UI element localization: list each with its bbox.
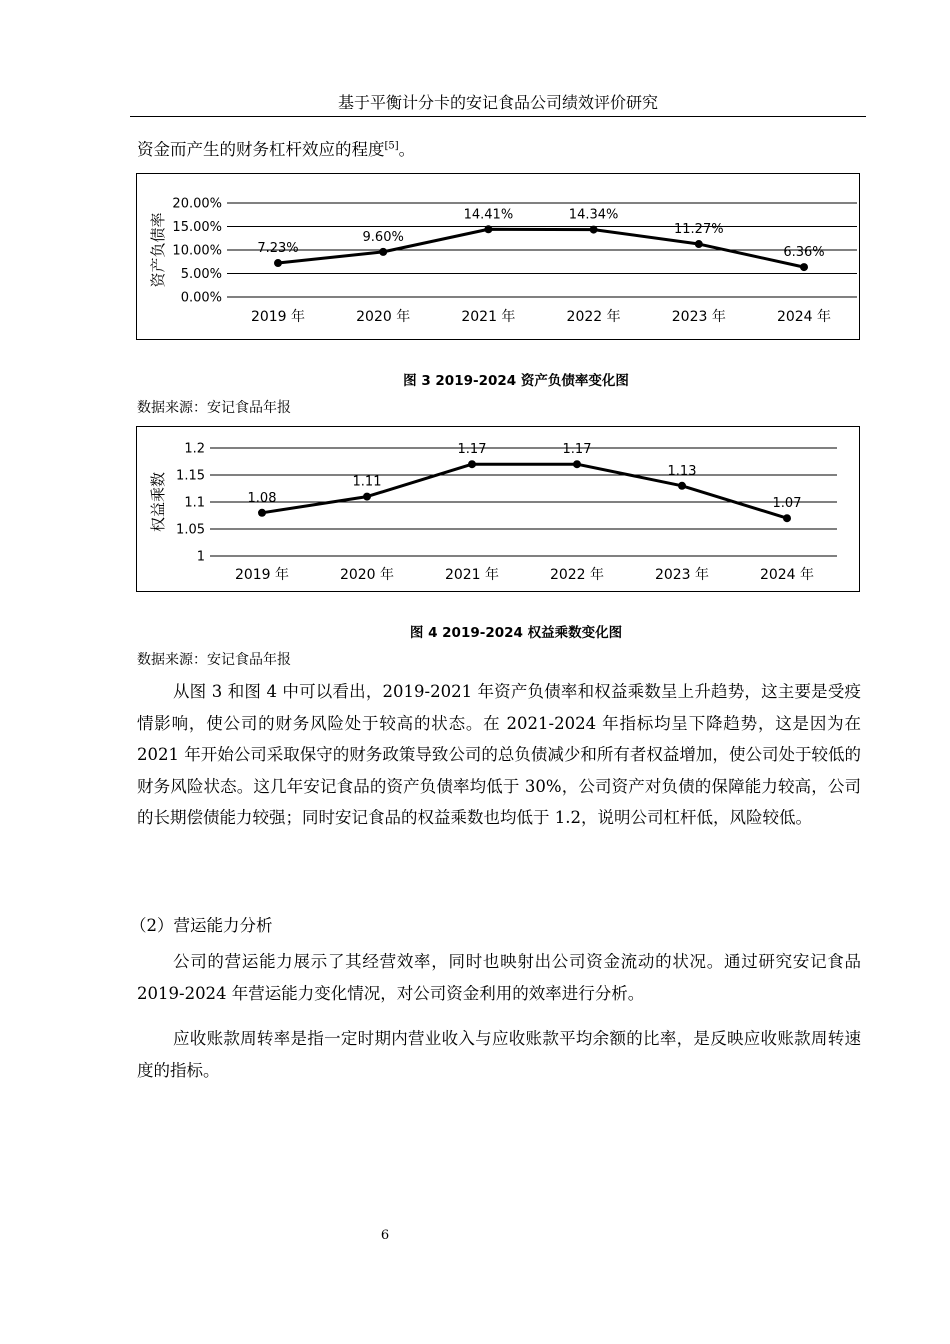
x-tick-label: 2023 年 [654, 567, 710, 583]
figure-4-caption: 图 4 2019-2024 权益乘数变化图 [409, 625, 623, 641]
x-tick-label: 2020 年 [356, 309, 411, 325]
receivables-turnover-paragraph: 应收账款周转率是指一定时期内营业收入与应收账款平均余额的比率，是反映应收账款周转速度的指标。 [137, 1029, 861, 1080]
intro-text: 资金而产生的财务杠杆效应的程度 [137, 140, 385, 159]
data-label: 1.13 [667, 463, 697, 479]
x-tick-label: 2024 年 [776, 309, 832, 325]
y-tick-label: 1 [196, 549, 205, 565]
y-tick-label: 20.00% [172, 196, 222, 212]
x-tick-label: 2019 年 [250, 309, 306, 325]
series-line [262, 464, 787, 518]
data-point [800, 263, 808, 271]
data-label: 1.17 [457, 442, 487, 458]
y-tick-label: 1.05 [176, 522, 205, 538]
page-number: 6 [380, 1228, 390, 1243]
y-tick-label: 15.00% [172, 220, 222, 235]
data-point [484, 225, 492, 233]
section-heading: （2）营运能力分析 [130, 916, 273, 935]
x-tick-label: 2021 年 [461, 309, 516, 325]
data-point [468, 460, 476, 468]
x-tick-label: 2024 年 [759, 567, 815, 583]
x-tick-label: 2019 年 [234, 567, 290, 583]
data-label: 11.27% [674, 222, 724, 238]
analysis-paragraph: 从图 3 和图 4 中可以看出，2019-2021 年资产负债率和权益乘数呈上升趋势，这主要是受疫情影响，使公司的财务风险处于较高的状态。在 2021-2024 年指标均呈下降趋势，这是因为在 2021 年开始公司采取保守的财务政策导致公司的总负债减少和所有者权益增加，使公司处于较低的财务风险状态。这几年安记食品的资产负债率均低于 30%，公司资产对负债的保障能力较高，公司的长期偿债能力较强；同时安记食品的权益乘数也均低于 1.2，说明公司杠杆低，风险较低。 [137, 682, 861, 827]
y-tick-label: 10.00% [172, 243, 222, 259]
y-tick-label: 0.00% [180, 290, 222, 306]
data-point [258, 509, 266, 517]
debt-ratio-line-chart [137, 174, 859, 339]
y-tick-label: 5.00% [180, 267, 222, 282]
data-point [363, 493, 371, 501]
x-tick-label: 2020 年 [339, 567, 395, 583]
data-point [379, 248, 387, 256]
figure-4-source: 数据来源：安记食品年报 [137, 652, 291, 668]
data-label: 1.08 [247, 490, 277, 506]
figure-4-chart [136, 426, 860, 592]
data-label: 14.41% [463, 207, 514, 223]
data-point [274, 259, 282, 267]
intro-tail: 。 [398, 140, 416, 159]
data-label: 9.60% [362, 229, 404, 245]
intro-paragraph [137, 134, 861, 166]
figure-3-chart [136, 173, 860, 340]
equity-multiplier-line-chart [137, 427, 859, 591]
y-tick-label: 1.1 [184, 495, 205, 511]
data-label: 1.07 [772, 496, 802, 512]
data-point [678, 482, 686, 490]
running-header: 基于平衡计分卡的安记食品公司绩效评价研究 [130, 92, 866, 117]
x-tick-label: 2022 年 [566, 309, 621, 325]
x-tick-label: 2021 年 [444, 567, 500, 583]
data-label: 1.11 [352, 474, 382, 490]
data-label: 1.17 [562, 442, 592, 458]
data-label: 7.23% [257, 241, 299, 257]
x-tick-label: 2023 年 [671, 309, 726, 325]
y-axis-title: 权益乘数 [149, 471, 167, 533]
figure-3-source: 数据来源：安记食品年报 [137, 400, 291, 416]
data-label: 6.36% [783, 245, 825, 261]
data-point [573, 460, 581, 468]
data-point [783, 514, 791, 522]
data-point [695, 240, 703, 248]
data-label: 14.34% [568, 207, 619, 223]
y-tick-label: 1.2 [184, 441, 205, 457]
citation-ref: [5] [384, 140, 399, 152]
series-line [278, 229, 804, 267]
data-point [590, 226, 598, 234]
figure-3-caption: 图 3 2019-2024 资产负债率变化图 [403, 373, 629, 389]
y-tick-label: 1.15 [176, 468, 205, 484]
x-tick-label: 2022 年 [549, 567, 605, 583]
operating-ability-paragraph: 公司的营运能力展示了其经营效率，同时也映射出公司资金流动的状况。通过研究安记食品 2019-2024 年营运能力变化情况，对公司资金利用的效率进行分析。 [137, 952, 861, 1003]
y-axis-title: 资产负债率 [149, 212, 167, 288]
